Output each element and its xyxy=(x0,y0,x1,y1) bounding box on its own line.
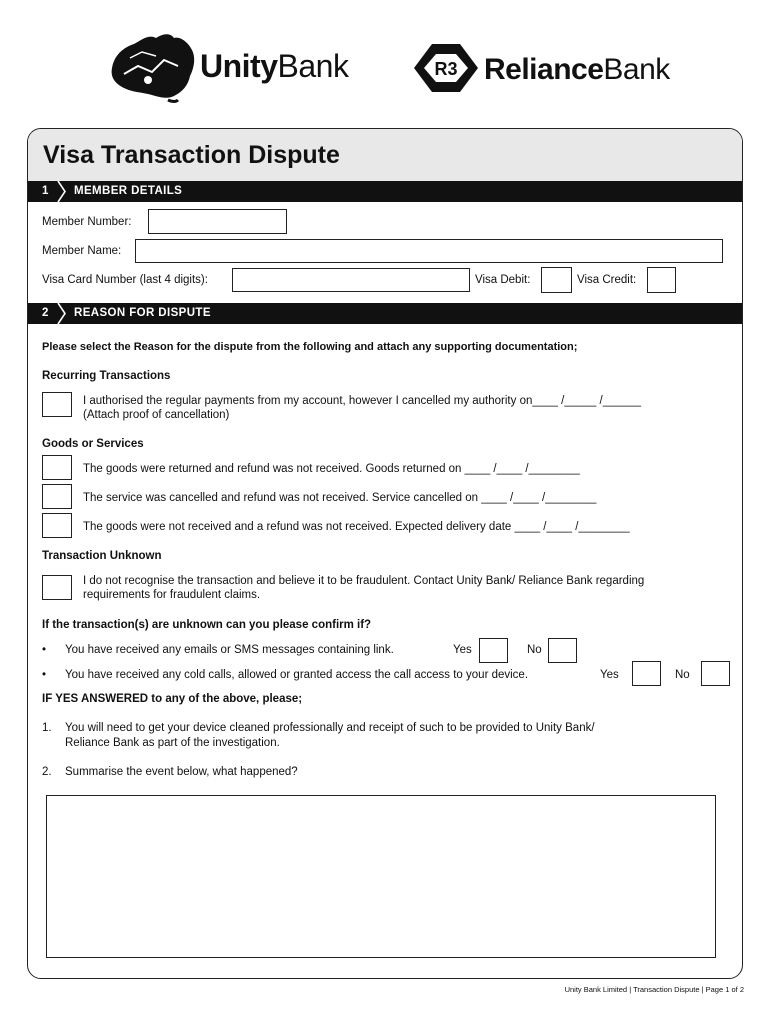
call-yes-label: Yes xyxy=(600,669,619,681)
section-1-label: MEMBER DETAILS xyxy=(74,185,183,197)
section-2-bar xyxy=(28,303,742,324)
section-1-number: 1 xyxy=(42,185,49,197)
section-1-bar xyxy=(28,181,742,202)
form-title: Visa Transaction Dispute xyxy=(43,141,340,169)
email-sms-question: You have received any emails or SMS messages containing link. xyxy=(65,644,394,656)
recurring-text-line2: (Attach proof of cancellation) xyxy=(83,409,230,421)
unity-suffix: Bank xyxy=(277,48,349,84)
page-footer: Unity Bank Limited | Transaction Dispute | Page 1 of 2 xyxy=(564,985,744,994)
bullet-1: • xyxy=(42,644,47,656)
email-yes-label: Yes xyxy=(453,644,472,656)
email-no-label: No xyxy=(527,644,542,656)
member-name-field[interactable] xyxy=(135,239,723,263)
reliance-bank-wordmark xyxy=(484,50,670,90)
visa-debit-checkbox[interactable] xyxy=(541,267,572,293)
recurring-text-line1: I authorised the regular payments from my account, however I cancelled my authority on____ /_____ /______ xyxy=(83,395,642,407)
goods-not-received-checkbox[interactable] xyxy=(42,513,72,538)
unity-bank-wordmark xyxy=(200,46,348,86)
unknown-heading: Transaction Unknown xyxy=(42,550,162,562)
goods-returned-checkbox[interactable] xyxy=(42,455,72,480)
unknown-checkbox[interactable] xyxy=(42,575,72,600)
step-2-number: 2. xyxy=(42,766,52,778)
svg-text:R3: R3 xyxy=(434,59,458,79)
recurring-checkbox[interactable] xyxy=(42,392,72,417)
form-header xyxy=(28,129,742,181)
if-yes-heading: IF YES ANSWERED to any of the above, please; xyxy=(42,693,303,705)
service-cancelled-text: The service was cancelled and refund was not received. Service cancelled on ____ /____ /________ xyxy=(83,492,597,504)
unknown-text-line1: I do not recognise the transaction and believe it to be fraudulent. Contact Unity Bank/ Reliance Bank regarding xyxy=(83,575,645,587)
section-2-number: 2 xyxy=(42,307,49,319)
confirm-heading: If the transaction(s) are unknown can you please confirm if? xyxy=(42,619,372,631)
call-yes-checkbox[interactable] xyxy=(632,661,661,686)
call-no-label: No xyxy=(675,669,690,681)
card-number-label: Visa Card Number (last 4 digits): xyxy=(42,274,208,286)
visa-credit-checkbox[interactable] xyxy=(647,267,676,293)
member-number-label: Member Number: xyxy=(42,216,132,228)
goods-heading: Goods or Services xyxy=(42,438,144,450)
chevron-right-icon xyxy=(56,181,68,202)
email-yes-checkbox[interactable] xyxy=(479,638,508,663)
member-number-field[interactable] xyxy=(148,209,287,234)
step-1-line1: You will need to get your device cleaned professionally and receipt of such to be provided to Unity Bank/ xyxy=(65,722,595,734)
recurring-heading: Recurring Transactions xyxy=(42,370,171,382)
card-number-field[interactable] xyxy=(232,268,470,292)
bullet-2: • xyxy=(42,669,47,681)
reliance-suffix: Bank xyxy=(603,53,670,86)
goods-not-received-text: The goods were not received and a refund was not received. Expected delivery date ____ /____ /________ xyxy=(83,521,630,533)
reliance-bank-logo xyxy=(412,42,480,94)
cold-call-question: You have received any cold calls, allowed or granted access the call access to your device. xyxy=(65,669,529,681)
member-name-label: Member Name: xyxy=(42,245,122,257)
unity-brand: Unity xyxy=(200,48,278,84)
service-cancelled-checkbox[interactable] xyxy=(42,484,72,509)
chevron-right-icon xyxy=(56,303,68,324)
step-1-number: 1. xyxy=(42,722,52,734)
section-2-label: REASON FOR DISPUTE xyxy=(74,307,211,319)
dispute-instruction: Please select the Reason for the dispute from the following and attach any supporting documentation; xyxy=(42,341,578,353)
email-no-checkbox[interactable] xyxy=(548,638,577,663)
step-1-line2: Reliance Bank as part of the investigation. xyxy=(65,737,280,749)
visa-credit-label: Visa Credit: xyxy=(577,274,637,286)
event-summary-textarea[interactable] xyxy=(46,795,716,958)
step-2-text: Summarise the event below, what happened? xyxy=(65,766,298,778)
call-no-checkbox[interactable] xyxy=(701,661,730,686)
unknown-text-line2: requirements for fraudulent claims. xyxy=(83,589,261,601)
visa-debit-label: Visa Debit: xyxy=(475,274,531,286)
reliance-brand: Reliance xyxy=(484,53,604,86)
goods-returned-text: The goods were returned and refund was not received. Goods returned on ____ /____ /________ xyxy=(83,463,580,475)
